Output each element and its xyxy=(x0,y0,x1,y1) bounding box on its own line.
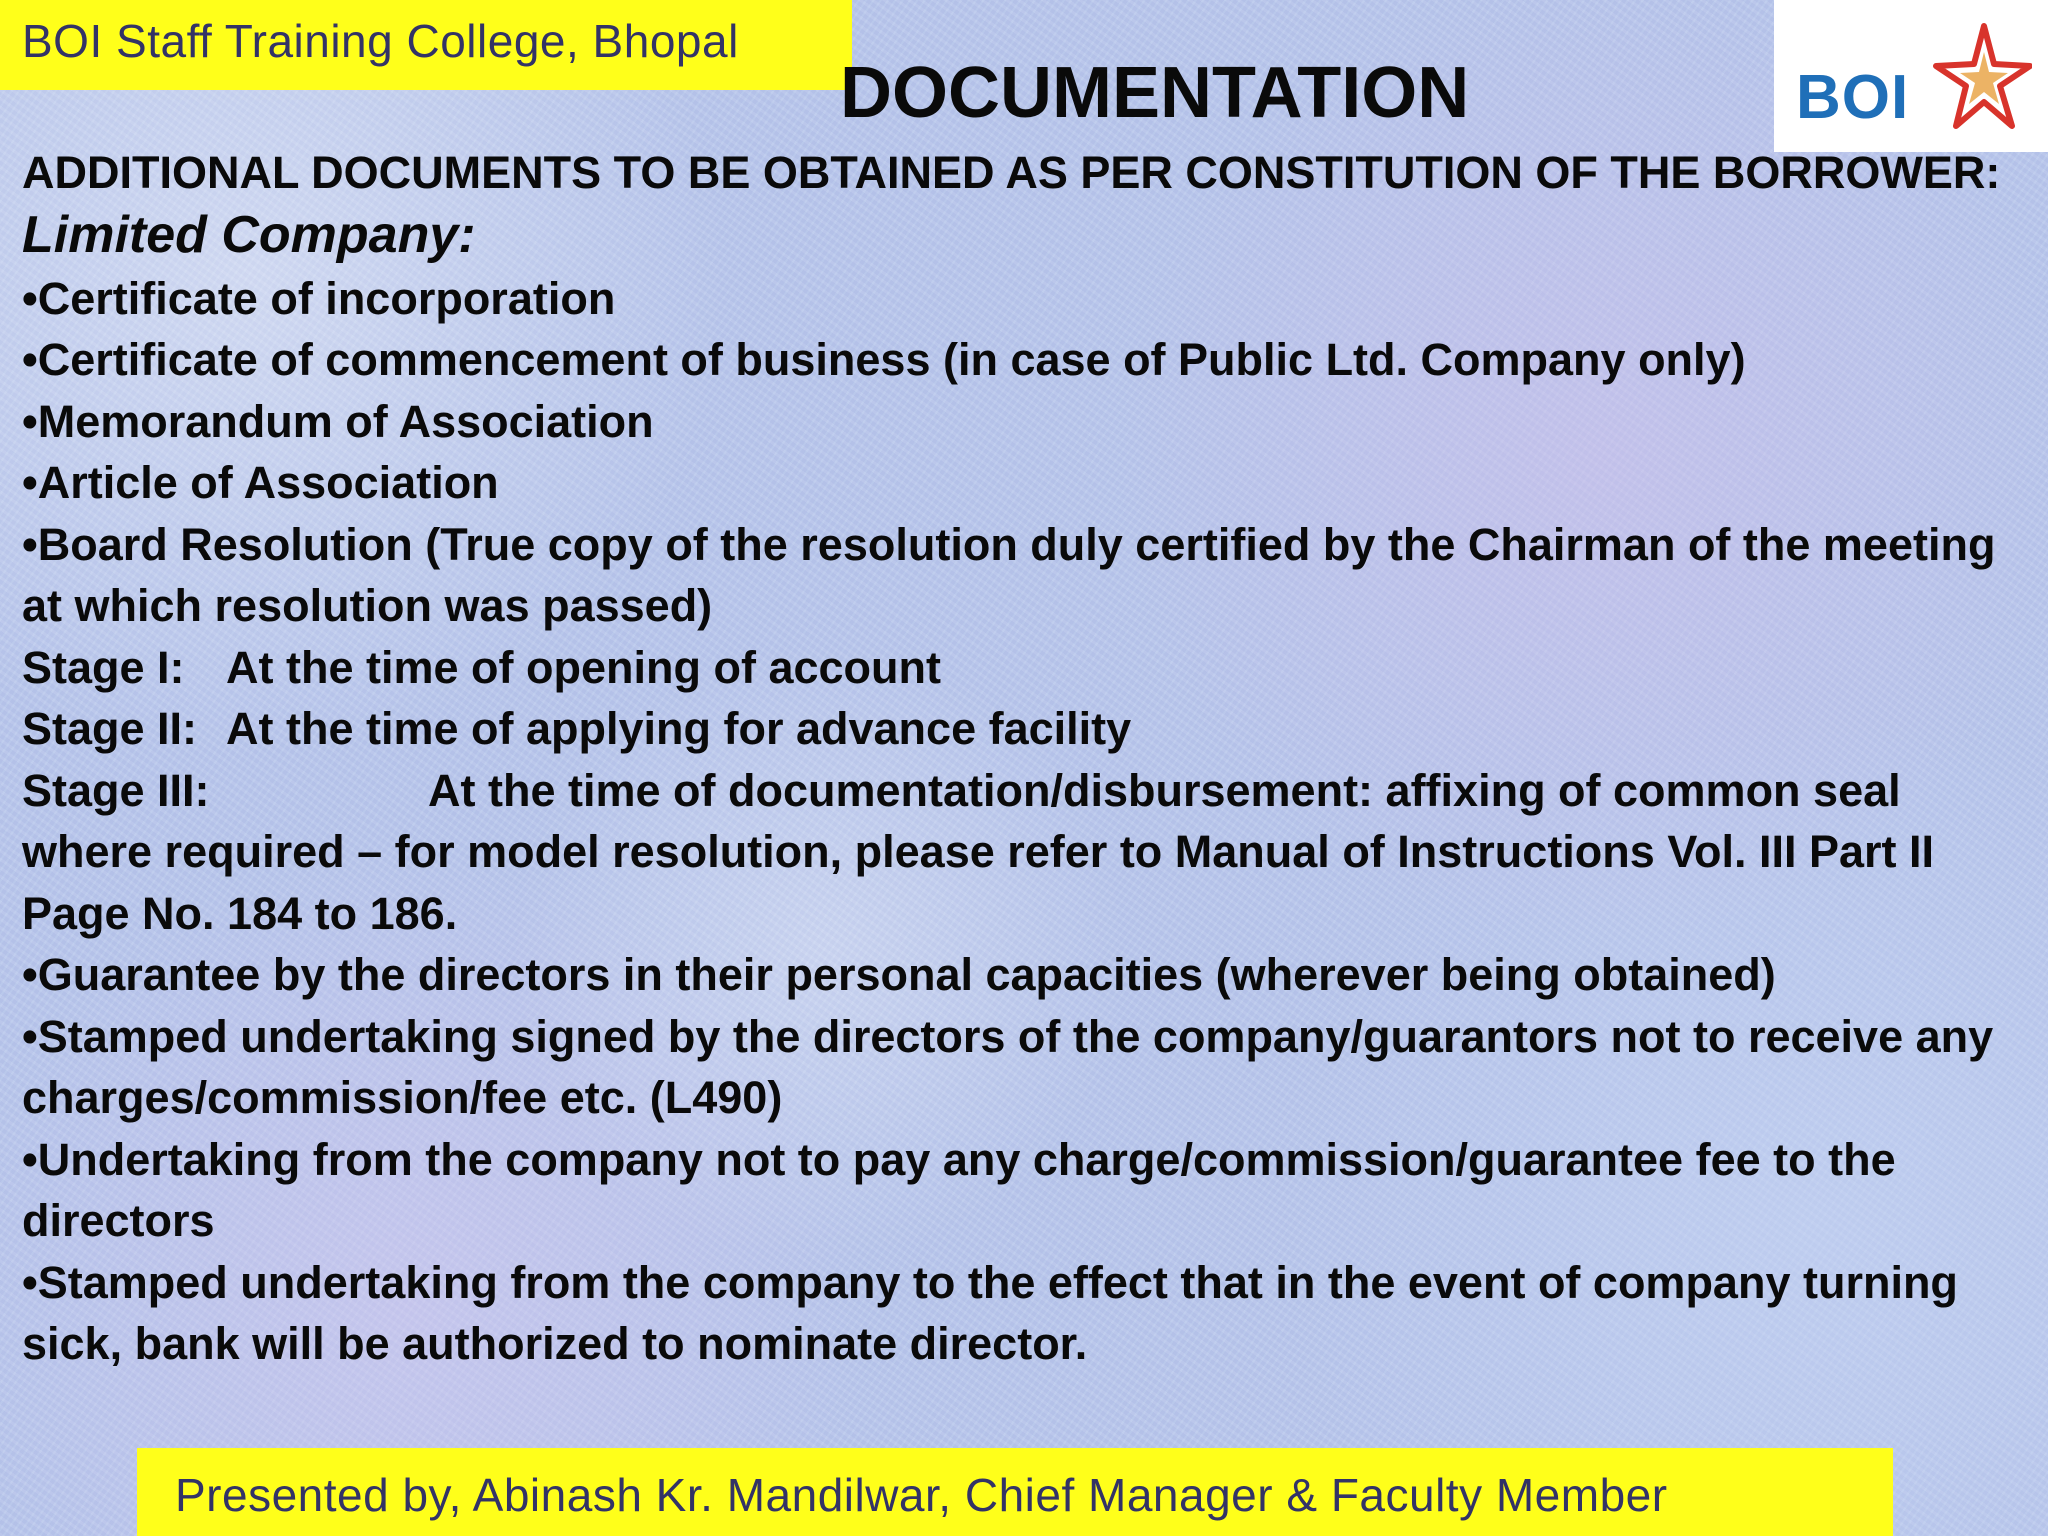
stage-label: Stage I: xyxy=(22,641,185,693)
list-item: •Certificate of incorporation xyxy=(22,272,616,324)
stage-label: Stage III: xyxy=(22,764,210,816)
college-banner xyxy=(0,0,852,90)
footer-banner xyxy=(137,1448,1893,1536)
list-item: •Memorandum of Association xyxy=(22,395,654,447)
list-item: •Stamped undertaking from the company to the effect that in the event of company turning sick, bank will be authorized to nominate director. xyxy=(22,1256,1958,1369)
list-item: •Certificate of commencement of business (in case of Public Ltd. Company only) xyxy=(22,334,1746,385)
boi-logo xyxy=(1774,0,2048,152)
stage-label: Stage II: xyxy=(22,703,198,754)
stage-text: At the time of applying for advance facility xyxy=(226,703,1132,754)
section-heading: ADDITIONAL DOCUMENTS TO BE OBTAINED AS PER CONSTITUTION OF THE BORROWER: xyxy=(22,147,2001,198)
list-item: •Stamped undertaking signed by the directors of the company/guarantors not to receive any charges/commission/fee etc. (L490) xyxy=(22,1010,1994,1123)
limited-company-subheading: Limited Company: xyxy=(22,205,476,264)
document-body xyxy=(22,142,2032,1375)
stage-row xyxy=(22,760,2032,945)
list-item: •Article of Association xyxy=(22,457,499,508)
presenter-credit: Presented by, Abinash Kr. Mandilwar, Chief Manager & Faculty Member xyxy=(175,1469,1668,1521)
page-title: DOCUMENTATION xyxy=(840,53,1470,133)
logo-text: BOI xyxy=(1796,63,1910,132)
stage-row xyxy=(22,637,2032,699)
college-name: BOI Staff Training College, Bhopal xyxy=(22,15,739,67)
stage-text: At the time of documentation/disbursement: affixing of common seal where required – for model resolution, please refer to Manual of Instructions Vol. III Part II Page No. 184 to 186. xyxy=(22,764,1935,939)
list-item: •Undertaking from the company not to pay any charge/commission/guarantee fee to the directors xyxy=(22,1133,1896,1246)
list-item: •Guarantee by the directors in their personal capacities (wherever being obtained) xyxy=(22,949,1776,1000)
stage-row xyxy=(22,698,2032,760)
stage-text: At the time of opening of account xyxy=(226,641,941,693)
star-logo-icon xyxy=(1932,22,2032,132)
list-item: •Board Resolution (True copy of the resolution duly certified by the Chairman of the meeting at which resolution was passed) xyxy=(22,518,1996,631)
